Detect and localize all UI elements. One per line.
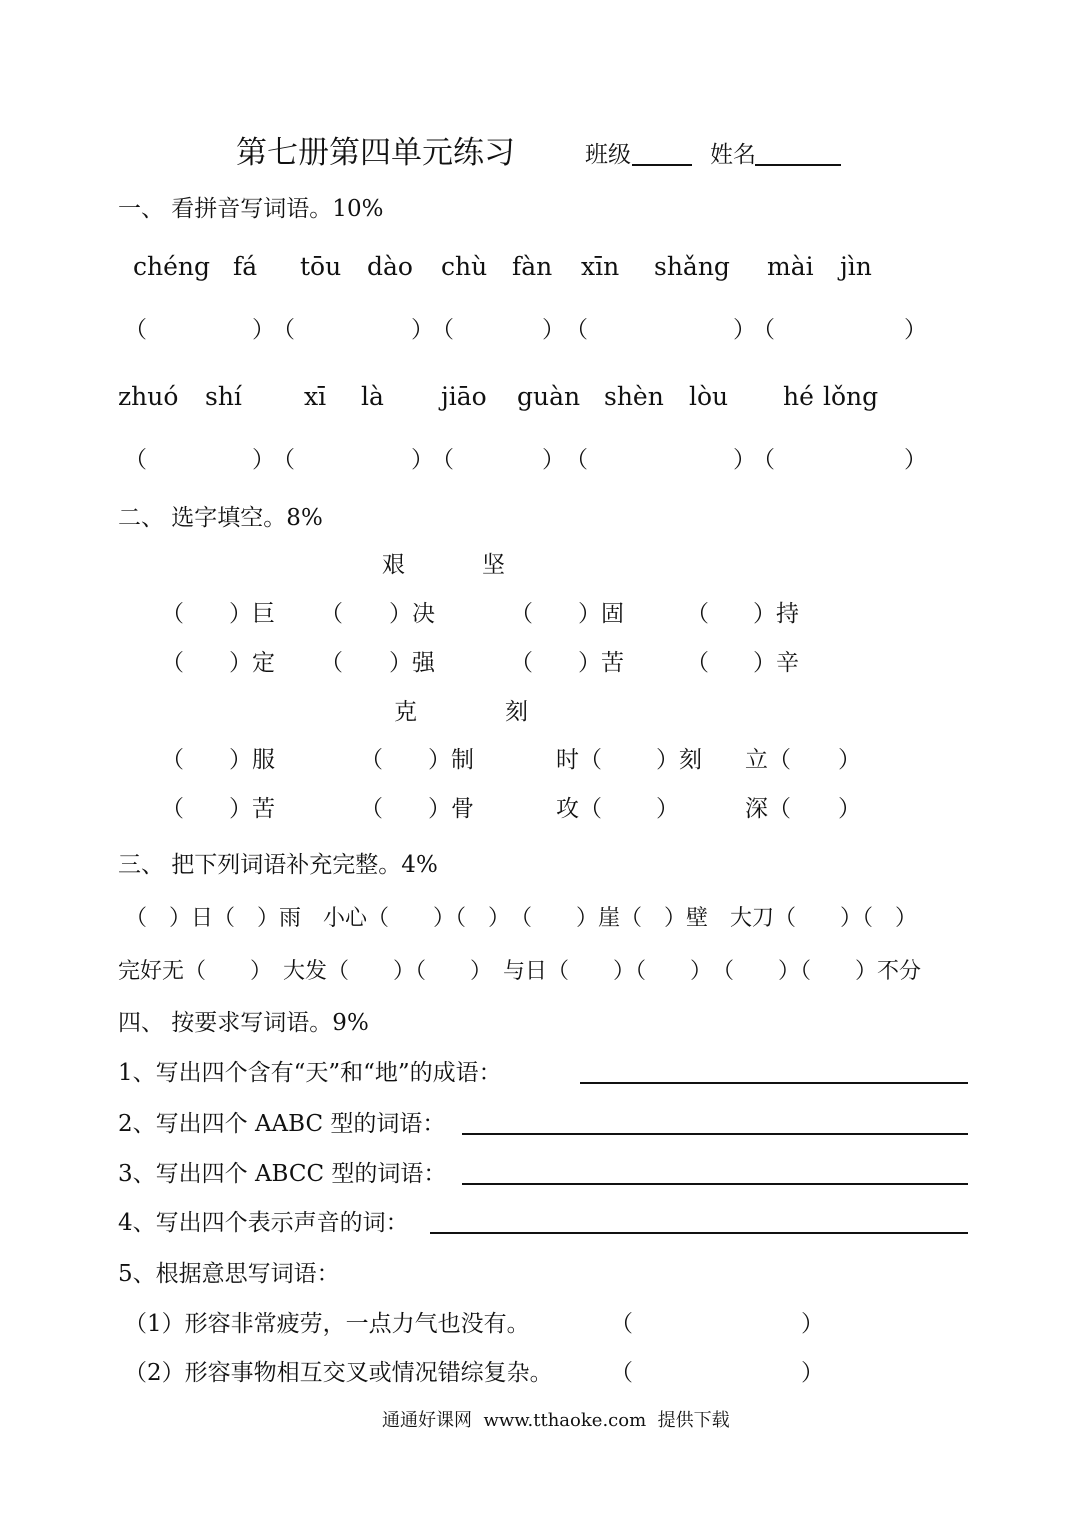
answer-line-2[interactable] — [462, 1133, 968, 1135]
answer-paren[interactable]: ） — [904, 447, 927, 473]
answer-paren[interactable]: ） — [733, 447, 756, 473]
section3-heading: 三、 把下列词语补充完整。4% — [118, 852, 438, 878]
option-char: 艰 — [382, 552, 405, 578]
fill-word: 立（ — [745, 747, 791, 773]
pinyin: guàn — [517, 382, 581, 411]
answer-paren[interactable]: ） — [542, 317, 565, 343]
pinyin: xī — [304, 382, 327, 411]
pinyin: là — [361, 382, 384, 411]
fill-word: ）强 — [389, 650, 435, 676]
fill-word: ）决 — [389, 601, 435, 627]
footer-text: 通通好课网 www.tthaoke.com 提供下载 — [382, 1410, 730, 1431]
fill-word: 攻（ — [556, 796, 602, 822]
answer-paren[interactable]: （ — [752, 447, 775, 473]
option-char: 刻 — [505, 699, 528, 725]
fill-paren[interactable]: （ — [510, 650, 533, 676]
pinyin: jìn — [840, 252, 872, 281]
fill-paren[interactable]: （ — [360, 747, 383, 773]
fill-paren[interactable]: （ — [360, 796, 383, 822]
question-3: 3、写出四个 ABCC 型的词语： — [118, 1161, 447, 1187]
fill-paren[interactable]: （ — [161, 796, 184, 822]
pinyin: zhuó — [118, 382, 179, 411]
class-blank[interactable] — [632, 164, 692, 166]
fill-word: ）苦 — [578, 650, 624, 676]
answer-paren[interactable]: （ — [272, 447, 295, 473]
answer-line-3[interactable] — [462, 1183, 968, 1185]
answer-paren[interactable]: ） — [252, 317, 275, 343]
pinyin: tōu — [300, 252, 342, 281]
question-1: 1、写出四个含有“天”和“地”的成语： — [118, 1060, 502, 1086]
fill-paren[interactable]: （ — [510, 601, 533, 627]
page-title: 第七册第四单元练习 — [236, 135, 515, 171]
question-4: 4、写出四个表示声音的词： — [118, 1210, 409, 1236]
answer-paren[interactable]: （ — [431, 317, 454, 343]
answer-paren[interactable]: ） — [542, 447, 565, 473]
fill-word: ）骨 — [428, 796, 474, 822]
answer-paren[interactable]: （ — [565, 317, 588, 343]
fill-word: ）服 — [229, 747, 275, 773]
section1-heading: 一、 看拼音写词语。10% — [118, 196, 384, 222]
answer-paren[interactable]: ） — [411, 317, 434, 343]
answer-line-4[interactable] — [430, 1232, 968, 1234]
fill-word: ） — [656, 796, 679, 822]
answer-paren[interactable]: （ — [124, 317, 147, 343]
option-char: 坚 — [482, 552, 505, 578]
fill-word: ） — [838, 796, 861, 822]
idiom-line[interactable]: 完好无（ ） 大发（ ）（ ） 与日（ ）（ ） （ ）（ ）不分 — [118, 959, 922, 984]
pinyin: shèn — [604, 382, 664, 411]
fill-word: ）巨 — [229, 601, 275, 627]
fill-word: ）刻 — [656, 747, 702, 773]
answer-paren[interactable]: （ — [272, 317, 295, 343]
answer-paren[interactable]: ） — [801, 1311, 824, 1337]
fill-paren[interactable]: （ — [320, 601, 343, 627]
idiom-line[interactable]: （ ）日（ ）雨 小心（ ）（ ） （ ）崖（ ）壁 大刀（ ）（ ） — [125, 906, 918, 931]
name-blank[interactable] — [755, 164, 841, 166]
name-label: 姓名 — [710, 142, 756, 168]
answer-paren[interactable]: （ — [610, 1360, 633, 1386]
fill-paren[interactable]: （ — [161, 601, 184, 627]
pinyin: fàn — [512, 252, 553, 281]
pinyin: shǎng — [654, 252, 730, 281]
pinyin: dào — [367, 252, 413, 281]
pinyin: chù — [441, 252, 488, 281]
question-5-1: （1）形容非常疲劳，一点力气也没有。 — [124, 1311, 530, 1337]
answer-paren[interactable]: （ — [124, 447, 147, 473]
pinyin: xīn — [581, 252, 620, 281]
pinyin: jiāo — [441, 382, 487, 411]
pinyin: mài — [767, 252, 814, 281]
pinyin: lǒng — [823, 382, 879, 411]
answer-paren[interactable]: ） — [411, 447, 434, 473]
answer-paren[interactable]: （ — [752, 317, 775, 343]
answer-paren[interactable]: ） — [733, 317, 756, 343]
pinyin: hé — [783, 382, 814, 411]
answer-paren[interactable]: ） — [904, 317, 927, 343]
fill-paren[interactable]: （ — [161, 747, 184, 773]
option-char: 克 — [394, 699, 417, 725]
section4-heading: 四、 按要求写词语。9% — [118, 1010, 369, 1036]
fill-paren[interactable]: （ — [686, 650, 709, 676]
fill-word: 深（ — [745, 796, 791, 822]
question-5: 5、根据意思写词语： — [118, 1261, 340, 1287]
fill-word: ）持 — [753, 601, 799, 627]
fill-paren[interactable]: （ — [686, 601, 709, 627]
pinyin: shí — [205, 382, 242, 411]
section2-heading: 二、 选字填空。8% — [118, 505, 323, 531]
pinyin: chéng — [133, 252, 211, 281]
answer-paren[interactable]: ） — [252, 447, 275, 473]
fill-word: ）制 — [428, 747, 474, 773]
answer-paren[interactable]: （ — [565, 447, 588, 473]
fill-word: ）固 — [578, 601, 624, 627]
answer-paren[interactable]: （ — [610, 1311, 633, 1337]
fill-word: ）定 — [229, 650, 275, 676]
fill-paren[interactable]: （ — [320, 650, 343, 676]
pinyin: lòu — [689, 382, 729, 411]
fill-paren[interactable]: （ — [161, 650, 184, 676]
fill-word: ） — [838, 747, 861, 773]
fill-word: ）辛 — [753, 650, 799, 676]
question-2: 2、写出四个 AABC 型的词语： — [118, 1111, 446, 1137]
answer-line-1[interactable] — [580, 1082, 968, 1084]
answer-paren[interactable]: ） — [801, 1360, 824, 1386]
answer-paren[interactable]: （ — [431, 447, 454, 473]
fill-word: 时（ — [556, 747, 602, 773]
class-label: 班级 — [585, 142, 631, 168]
pinyin: fá — [233, 252, 258, 281]
fill-word: ）苦 — [229, 796, 275, 822]
question-5-2: （2）形容事物相互交叉或情况错综复杂。 — [124, 1360, 553, 1386]
